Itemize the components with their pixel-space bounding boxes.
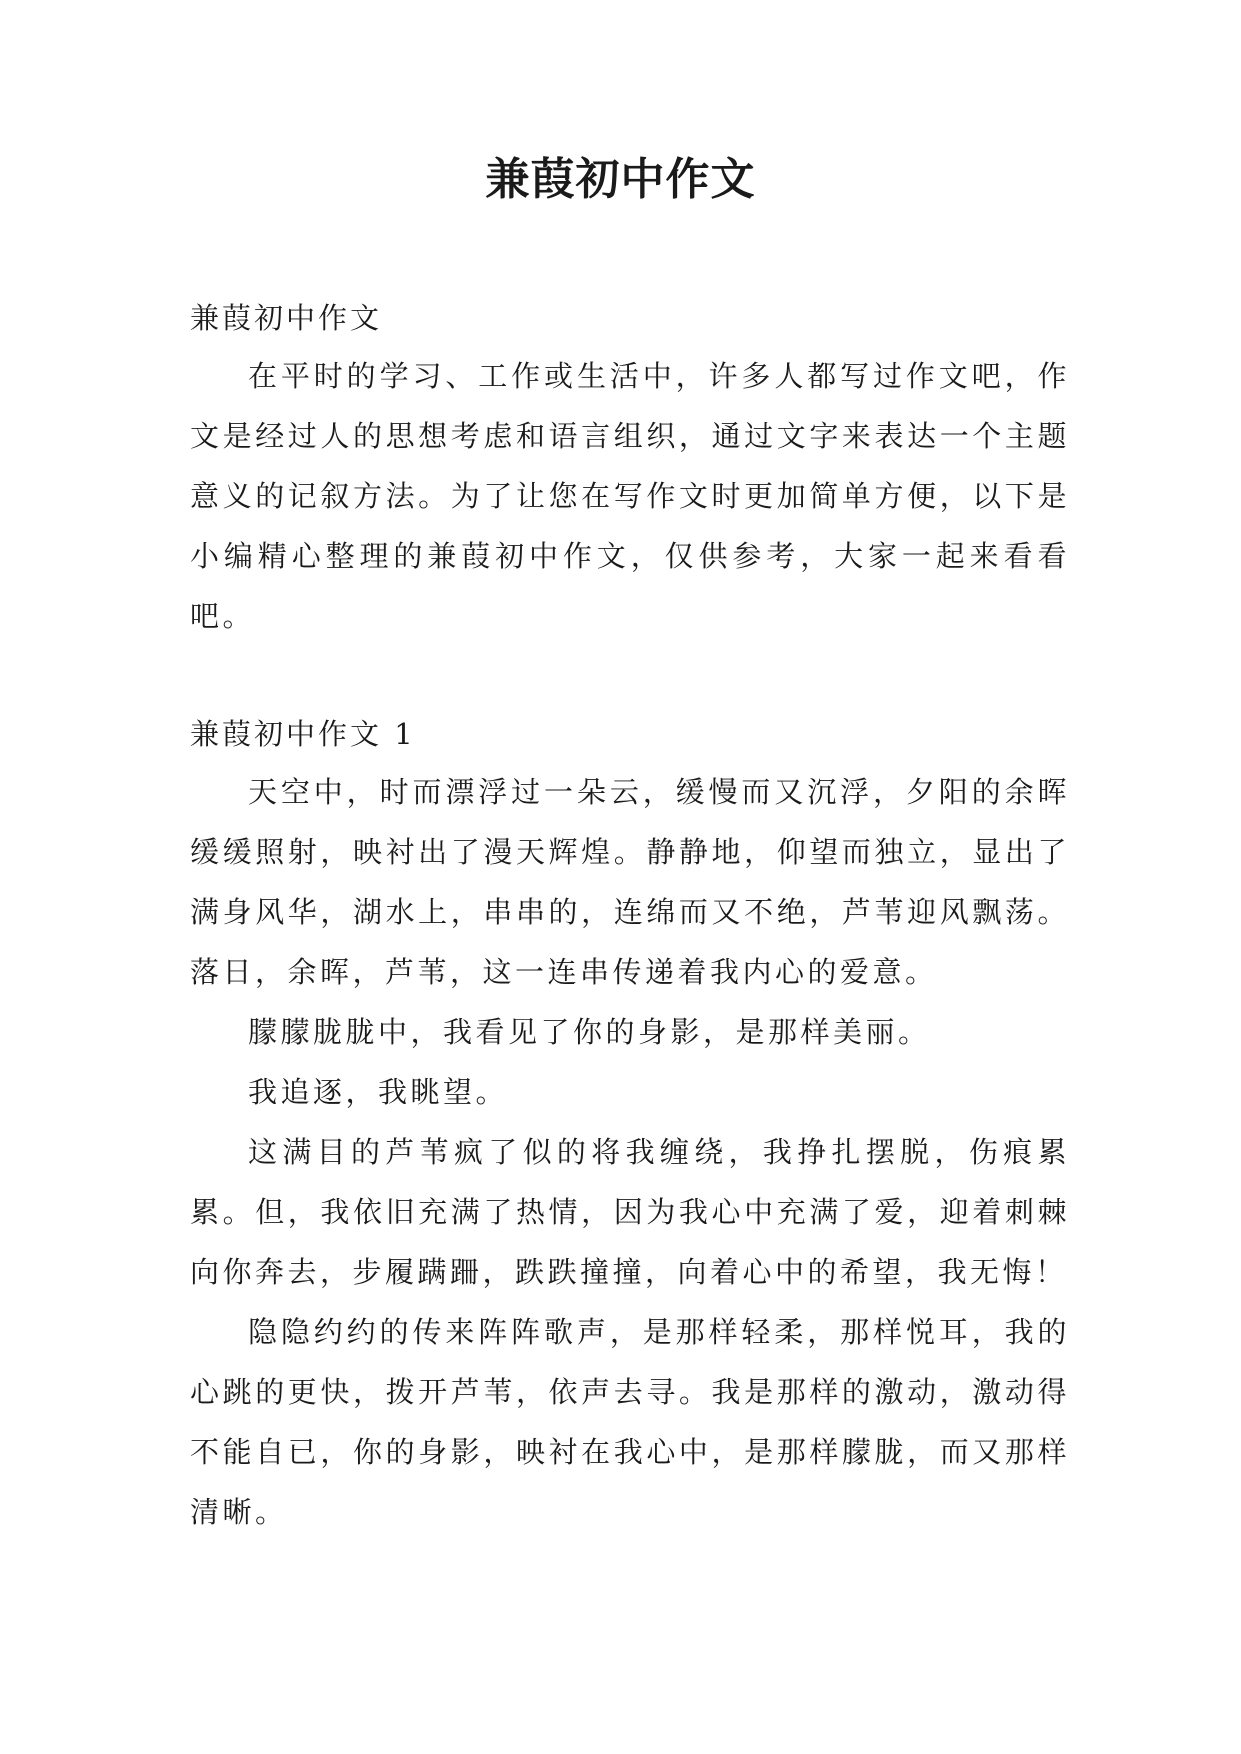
intro-paragraph: 在平时的学习、工作或生活中，许多人都写过作文吧，作文是经过人的思想考虑和语言组织，通过文字来表达一个主题意义的记叙方法。为了让您在写作文时更加简单方便，以下是小编精心整理的兼葭初中作文，仅供参考，大家一起来看看吧。 [190, 359, 1070, 633]
section-1-paragraph-3: 我追逐，我眺望。 [248, 1075, 509, 1109]
section-1-paragraph-4: 这满目的芦苇疯了似的将我缠绕，我挣扎摆脱，伤痕累累。但，我依旧充满了热情，因为我心中充满了爱，迎着刺棘向你奔去，步履蹒跚，跌跌撞撞，向着心中的希望，我无悔！ [190, 1135, 1070, 1289]
section-1-paragraph-1: 天空中，时而漂浮过一朵云，缓慢而又沉浮，夕阳的余晖缓缓照射，映衬出了漫天辉煌。静静地，仰望而独立，显出了满身风华，湖水上，串串的，连绵而又不绝，芦苇迎风飘荡。落日，余晖，芦苇，这一连串传递着我内心的爱意。 [190, 775, 1070, 989]
document-title: 兼葭初中作文 [485, 154, 756, 205]
section-1-paragraph-2: 朦朦胧胧中，我看见了你的身影，是那样美丽。 [248, 1015, 931, 1049]
document-body [190, 290, 1070, 1542]
section-spacer [190, 646, 1070, 704]
section-1-heading: 兼葭初中作文 1 [190, 717, 416, 751]
section-1-paragraph-5: 隐隐约约的传来阵阵歌声，是那样轻柔，那样悦耳，我的心跳的更快，拨开芦苇，依声去寻。我是那样的激动，激动得不能自已，你的身影，映衬在我心中，是那样朦胧，而又那样清晰。 [190, 1315, 1070, 1529]
intro-heading: 兼葭初中作文 [190, 301, 383, 335]
